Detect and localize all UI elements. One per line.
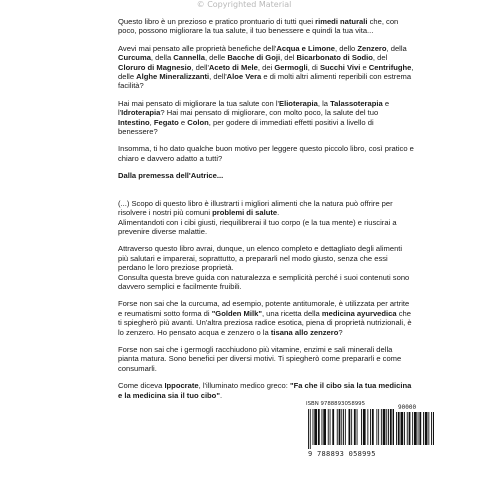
barcode-bar xyxy=(367,409,368,445)
barcode-bar xyxy=(418,412,419,445)
barcode-bar xyxy=(433,412,434,445)
barcode-bar xyxy=(381,409,382,445)
isbn-barcode xyxy=(306,401,438,461)
barcode-bar xyxy=(393,409,394,445)
barcode-bar xyxy=(396,412,397,445)
barcode-bar xyxy=(318,409,320,445)
intro-paragraph: Questo libro è un prezioso e pratico prontuario di tutti quei rimedi naturali che, con poco, possono migliorare la tua salute, il tuo benessere e quindi la tua vita... xyxy=(118,17,399,36)
barcode-bar xyxy=(349,409,351,445)
sprouts-paragraph: Forse non sai che i germogli racchiudono più vitamine, enzimi e sali minerali della pianta matura. Sono benefici per diversi motivi. Ti spiegherò come prepararli e come consumarli. xyxy=(118,344,402,373)
barcode-bar xyxy=(341,409,342,445)
preface-heading: Dalla premessa dell'Autrice... xyxy=(118,171,224,181)
barcode-bar xyxy=(383,409,386,445)
therapies-paragraph: Hai mai pensato di migliorare la tua salute con l'Elioterapia, la Talassoterapia e l'Idroterapia? Hai mai pensato di migliorare, con molto poco, la salute del tuo Intestino, Fegato e Colon, per godere di immediati effetti positivi a livello di benessere? xyxy=(118,98,390,137)
barcode-bar xyxy=(323,409,326,445)
barcode-bar xyxy=(343,409,344,445)
barcode-bar xyxy=(376,409,377,445)
barcode-bars xyxy=(308,409,394,449)
purpose-paragraph: (...) Scopo di questo libro è illustrarti i migliori alimenti che la natura può offrire per risolvere i nostri più comuni problemi di salute. Alimentandoti con i cibi giusti, riequilibrerai il tuo corpo (e la tua mente) e riuscirai a prevenire diverse malattie. xyxy=(118,198,397,236)
back-cover-text xyxy=(118,17,414,408)
barcode-bar xyxy=(428,412,429,445)
barcode-addon-bars xyxy=(396,412,434,449)
barcode-bar xyxy=(412,412,413,445)
barcode-bar xyxy=(339,409,341,445)
barcode-bar xyxy=(332,409,334,445)
barcode-bar xyxy=(314,409,317,445)
copyright-watermark: © Copyrighted Material xyxy=(196,0,292,9)
barcode-bar xyxy=(414,412,417,445)
barcode-bar xyxy=(372,409,374,445)
barcode-bar xyxy=(361,409,362,445)
barcode-bar xyxy=(423,412,424,445)
barcode-bar xyxy=(407,412,408,445)
barcode-bar xyxy=(431,412,432,445)
ingredients-paragraph: Avevi mai pensato alle proprietà benefiche dell'Acqua e Limone, dello Zenzero, della Curcuma, della Cannella, delle Bacche di Goji, del Bicarbonato di Sodio, del Cloruro di Magnesio, dell'Aceto di Mele, dei Germogli, di Succhi Vivi e Centrifughe, delle Alghe Mineralizzanti, dell'Aloe Vera e di molti altri alimenti reperibili con estrema facilità? xyxy=(118,43,414,91)
barcode-bar xyxy=(388,409,389,445)
hippocrates-quote-paragraph: Come diceva Ippocrate, l'illuminato medico greco: "Fa che il cibo sia la tua medicina e la medicina sia il tuo cibo". xyxy=(118,381,412,400)
barcode-bar xyxy=(425,412,428,445)
barcode-bar xyxy=(354,409,356,445)
barcode-bar xyxy=(310,409,311,449)
barcode-bar xyxy=(386,409,387,445)
barcode-bar xyxy=(313,409,314,445)
price-addon-number: 90000 xyxy=(398,404,417,411)
barcode-bar xyxy=(308,409,309,449)
barcode-bar xyxy=(398,412,400,445)
barcode-bar xyxy=(328,409,329,445)
barcode-bar xyxy=(357,409,358,445)
isbn-label: ISBN 9788893058995 xyxy=(306,401,366,407)
barcode-bar xyxy=(322,409,323,445)
barcode-bar xyxy=(401,412,404,445)
barcode-bar xyxy=(419,412,421,445)
curcuma-paragraph: Forse non sai che la curcuma, ad esempio, potente antitumorale, è utilizzata per artrite e reumatismi sotto forma di "Golden Milk", una ricetta della medicina ayurvedica che ti spiegherò più avanti. Un'altra preziosa radice esotica, piena di proprietà nutrizionali, è lo zenzero. Ho pensato acqua e zenzero o la tisana allo zenzero? xyxy=(118,299,412,337)
summary-paragraph: Insomma, ti ho dato qualche buon motivo per leggere questo piccolo libro, così pratico e chiaro e davvero adatto a tutti? xyxy=(118,144,414,163)
guide-paragraph: Attraverso questo libro avrai, dunque, un elenco completo e dettagliato degli alimenti più salutari e imparerai, soprattutto, a prepararli nel modo giusto, senza che essi perdano le loro preziose proprietà. Consulta questa breve guida con naturalezza e semplicità perché i suoi contenuti sono davvero semplici e facilmente fruibili. xyxy=(118,244,410,291)
barcode-digits: 9 788893 058995 xyxy=(308,450,376,458)
barcode-bar xyxy=(409,412,411,445)
barcode-bar xyxy=(404,412,405,445)
barcode-bar xyxy=(351,409,352,445)
barcode-bar xyxy=(363,409,366,445)
barcode-bar xyxy=(330,409,331,445)
barcode-bar xyxy=(370,409,371,445)
barcode-bar xyxy=(378,409,379,445)
barcode-bar xyxy=(345,409,346,445)
barcode-bar xyxy=(337,409,338,445)
spacer xyxy=(118,189,414,199)
barcode-bar xyxy=(390,409,392,445)
